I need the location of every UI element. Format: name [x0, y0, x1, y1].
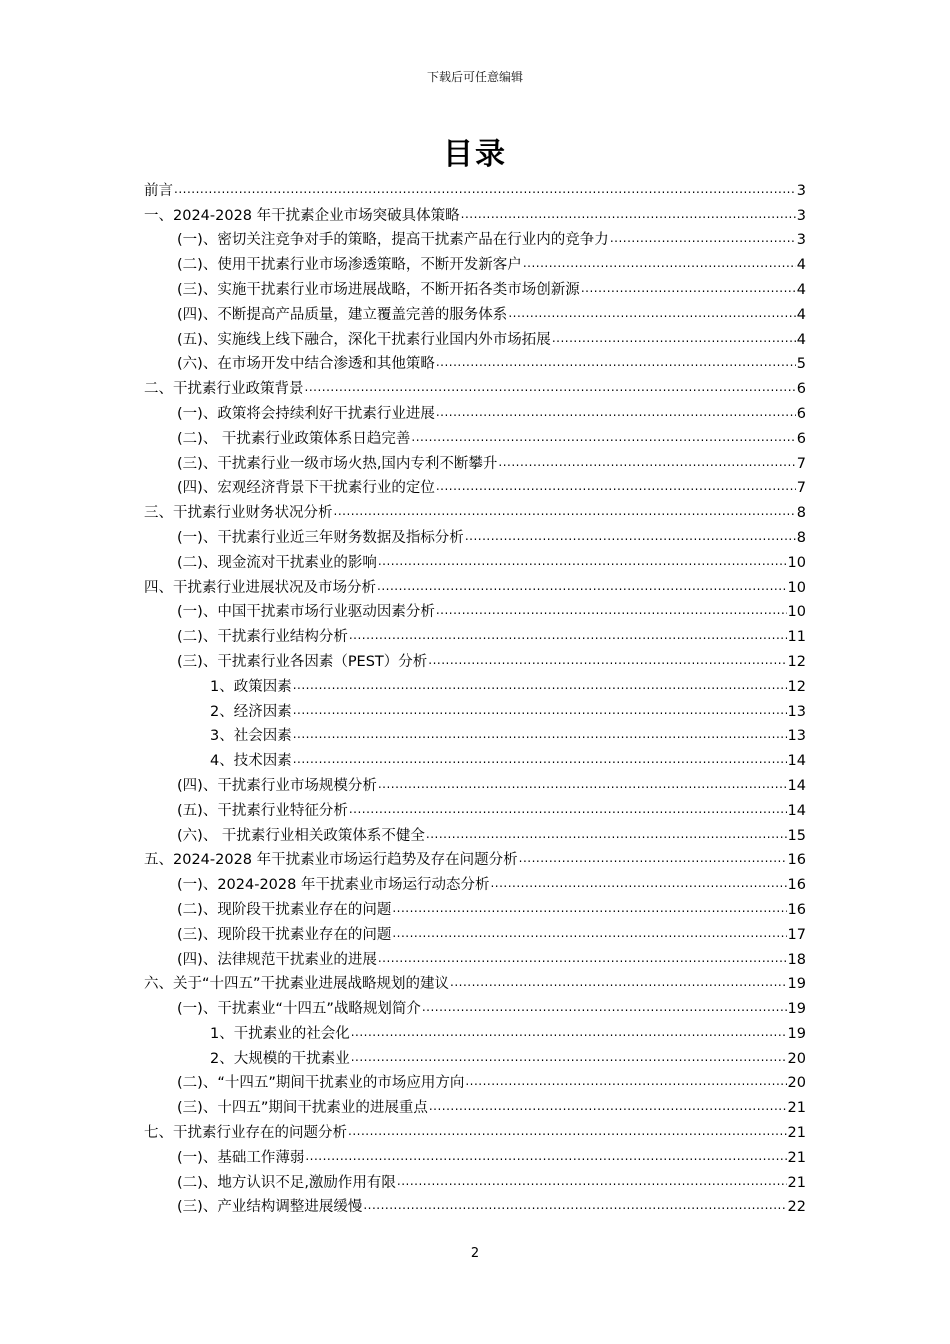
- toc-entry-title: (三)、干扰素行业一级市场火热,国内专利不断攀升: [177, 455, 498, 472]
- dot-leader: [429, 1097, 787, 1115]
- toc-entry-title: 四、干扰素行业进展状况及市场分析: [144, 579, 376, 596]
- dot-leader: [351, 1048, 787, 1066]
- toc-entry[interactable]: [144, 175, 806, 200]
- toc-entry-page: 10: [787, 579, 806, 596]
- dot-leader: [465, 1072, 786, 1090]
- toc-entry-page: 16: [787, 877, 806, 894]
- toc-entry[interactable]: [144, 969, 806, 994]
- toc-entry-title: (二)、 干扰素行业政策体系日趋完善: [177, 430, 411, 447]
- toc-entry-title: 2、大规模的干扰素业: [210, 1050, 350, 1067]
- toc-entry-title: (三)、产业结构调整进展缓慢: [177, 1199, 363, 1216]
- toc-entry-page: 19: [787, 1001, 806, 1018]
- toc-entry[interactable]: [144, 299, 806, 324]
- toc-entry-title: 一、2024-2028 年干扰素企业市场突破具体策略: [144, 207, 460, 224]
- toc-entry[interactable]: [144, 1092, 806, 1117]
- toc-entry-title: 七、干扰素行业存在的问题分析: [144, 1125, 347, 1142]
- toc-entry-page: 15: [787, 827, 806, 844]
- toc-entry-page: 13: [787, 703, 806, 720]
- toc-entry-page: 4: [796, 281, 806, 298]
- toc-entry-page: 4: [796, 331, 806, 348]
- toc-entry-page: 14: [787, 802, 806, 819]
- toc-entry[interactable]: [144, 671, 806, 696]
- toc-entry-title: 二、干扰素行业政策背景: [144, 381, 304, 398]
- toc-entry[interactable]: [144, 845, 806, 870]
- toc-entry[interactable]: [144, 497, 806, 522]
- toc-entry[interactable]: [144, 770, 806, 795]
- toc-entry-page: 4: [796, 257, 806, 274]
- toc-entry[interactable]: [144, 1167, 806, 1192]
- toc-entry-page: 3: [796, 232, 806, 249]
- dot-leader: [334, 502, 796, 520]
- toc-entry[interactable]: [144, 522, 806, 547]
- toc-entry-page: 6: [796, 405, 806, 422]
- dot-leader: [426, 825, 787, 843]
- toc-entry-title: (五)、干扰素行业特征分析: [177, 802, 348, 819]
- toc-entry-title: 3、社会因素: [210, 728, 292, 745]
- toc-entry-page: 16: [787, 852, 806, 869]
- dot-leader: [523, 254, 796, 272]
- dot-leader: [411, 428, 795, 446]
- toc-entry-title: (四)、法律规范干扰素业的进展: [177, 951, 377, 968]
- table-of-contents: [144, 175, 806, 1216]
- toc-entry-title: (一)、2024-2028 年干扰素业市场运行动态分析: [177, 877, 490, 894]
- toc-entry-page: 14: [787, 777, 806, 794]
- toc-entry-page: 16: [787, 901, 806, 918]
- toc-entry[interactable]: [144, 869, 806, 894]
- dot-leader: [581, 279, 796, 297]
- toc-entry[interactable]: [144, 423, 806, 448]
- toc-entry[interactable]: [144, 1068, 806, 1093]
- toc-entry-title: (一)、密切关注竞争对手的策略，提高干扰素产品在行业内的竞争力: [177, 232, 609, 249]
- toc-entry-page: 4: [796, 306, 806, 323]
- toc-entry-title: (四)、干扰素行业市场规模分析: [177, 777, 377, 794]
- dot-leader: [378, 949, 787, 967]
- dot-leader: [293, 701, 787, 719]
- toc-entry-title: (三)、十四五”期间干扰素业的进展重点: [177, 1100, 428, 1117]
- toc-entry-page: 8: [796, 505, 806, 522]
- toc-entry[interactable]: [144, 1043, 806, 1068]
- toc-entry-title: (二)、现金流对干扰素业的影响: [177, 554, 377, 571]
- toc-entry-title: 1、干扰素业的社会化: [210, 1025, 350, 1042]
- toc-entry[interactable]: [144, 547, 806, 572]
- toc-entry-page: 21: [787, 1100, 806, 1117]
- toc-entry[interactable]: [144, 1018, 806, 1043]
- dot-leader: [397, 1172, 787, 1190]
- toc-entry[interactable]: [144, 993, 806, 1018]
- dot-leader: [377, 577, 787, 595]
- toc-entry-page: 10: [787, 604, 806, 621]
- toc-entry-page: 7: [796, 480, 806, 497]
- toc-entry[interactable]: [144, 225, 806, 250]
- toc-entry[interactable]: [144, 696, 806, 721]
- toc-entry[interactable]: [144, 820, 806, 845]
- toc-entry-title: (一)、中国干扰素市场行业驱动因素分析: [177, 604, 435, 621]
- dot-leader: [508, 304, 795, 322]
- toc-entry-title: 五、2024-2028 年干扰素业市场运行趋势及存在问题分析: [144, 852, 518, 869]
- toc-entry-page: 12: [787, 678, 806, 695]
- toc-entry-title: 三、干扰素行业财务状况分析: [144, 505, 333, 522]
- toc-entry[interactable]: [144, 1142, 806, 1167]
- toc-entry-page: 17: [787, 926, 806, 943]
- dot-leader: [305, 378, 796, 396]
- toc-entry[interactable]: [144, 448, 806, 473]
- toc-entry[interactable]: [144, 398, 806, 423]
- dot-leader: [293, 750, 787, 768]
- toc-entry-page: 18: [787, 951, 806, 968]
- toc-entry-title: (四)、不断提高产品质量，建立覆盖完善的服务体系: [177, 306, 508, 323]
- dot-leader: [519, 849, 787, 867]
- toc-entry-page: 3: [796, 182, 806, 199]
- dot-leader: [378, 775, 787, 793]
- dot-leader: [305, 1147, 786, 1165]
- dot-leader: [293, 725, 787, 743]
- toc-entry[interactable]: [144, 373, 806, 398]
- toc-entry-title: (一)、干扰素行业近三年财务数据及指标分析: [177, 529, 464, 546]
- dot-leader: [363, 1196, 786, 1214]
- toc-entry-title: (一)、基础工作薄弱: [177, 1149, 305, 1166]
- toc-entry[interactable]: [144, 1117, 806, 1142]
- toc-entry[interactable]: [144, 646, 806, 671]
- dot-leader: [392, 899, 786, 917]
- dot-leader: [293, 676, 787, 694]
- toc-entry-page: 19: [787, 1025, 806, 1042]
- dot-leader: [392, 924, 786, 942]
- toc-entry-title: (一)、政策将会持续利好干扰素行业进展: [177, 405, 435, 422]
- toc-entry-title: (二)、地方认识不足,激励作用有限: [177, 1174, 396, 1191]
- toc-entry-page: 21: [787, 1174, 806, 1191]
- dot-leader: [450, 973, 787, 991]
- toc-entry-page: 10: [787, 554, 806, 571]
- dot-leader: [610, 229, 796, 247]
- toc-entry-title: (二)、干扰素行业结构分析: [177, 629, 348, 646]
- toc-entry[interactable]: [144, 944, 806, 969]
- toc-entry[interactable]: [144, 349, 806, 374]
- dot-leader: [436, 353, 796, 371]
- dot-leader: [174, 180, 796, 198]
- toc-entry[interactable]: [144, 621, 806, 646]
- toc-entry-title: (二)、使用干扰素行业市场渗透策略，不断开发新客户: [177, 257, 522, 274]
- toc-entry-page: 20: [787, 1050, 806, 1067]
- toc-entry[interactable]: [144, 324, 806, 349]
- toc-entry[interactable]: [144, 795, 806, 820]
- toc-entry-page: 21: [787, 1125, 806, 1142]
- toc-entry-page: 6: [796, 430, 806, 447]
- dot-leader: [436, 477, 796, 495]
- toc-entry-title: (二)、“十四五”期间干扰素业的市场应用方向: [177, 1075, 465, 1092]
- toc-entry-page: 12: [787, 653, 806, 670]
- toc-entry-title: (六)、 干扰素行业相关政策体系不健全: [177, 827, 425, 844]
- toc-entry[interactable]: [144, 894, 806, 919]
- toc-entry-title: 2、经济因素: [210, 703, 292, 720]
- toc-entry[interactable]: [144, 572, 806, 597]
- dot-leader: [428, 651, 786, 669]
- dot-leader: [461, 205, 796, 223]
- dot-leader: [552, 329, 796, 347]
- toc-entry[interactable]: [144, 1192, 806, 1217]
- dot-leader: [490, 874, 786, 892]
- dot-leader: [348, 1122, 787, 1140]
- dot-leader: [436, 601, 787, 619]
- toc-entry-page: 3: [796, 207, 806, 224]
- dot-leader: [422, 998, 787, 1016]
- toc-entry-title: 4、技术因素: [210, 753, 292, 770]
- dot-leader: [498, 453, 795, 471]
- toc-entry-title: (三)、现阶段干扰素业存在的问题: [177, 926, 392, 943]
- toc-entry-page: 7: [796, 455, 806, 472]
- toc-entry[interactable]: [144, 721, 806, 746]
- toc-entry-title: 六、关于“十四五”干扰素业进展战略规划的建议: [144, 976, 450, 993]
- toc-entry-page: 8: [796, 529, 806, 546]
- dot-leader: [349, 800, 787, 818]
- page-header: 下载后可任意编辑: [426, 70, 523, 84]
- dot-leader: [351, 1023, 787, 1041]
- dot-leader: [378, 552, 787, 570]
- toc-title: 目录: [443, 137, 507, 172]
- toc-entry-title: (二)、现阶段干扰素业存在的问题: [177, 901, 392, 918]
- toc-entry-page: 22: [787, 1199, 806, 1216]
- toc-entry-title: (四)、宏观经济背景下干扰素行业的定位: [177, 480, 435, 497]
- toc-entry-title: 1、政策因素: [210, 678, 292, 695]
- toc-entry-page: 13: [787, 728, 806, 745]
- dot-leader: [349, 626, 787, 644]
- toc-entry-title: 前言: [144, 182, 173, 199]
- toc-entry-title: (三)、干扰素行业各因素（PEST）分析: [177, 653, 428, 670]
- toc-entry-page: 19: [787, 976, 806, 993]
- toc-entry-title: (六)、在市场开发中结合渗透和其他策略: [177, 356, 435, 373]
- toc-entry[interactable]: [144, 473, 806, 498]
- dot-leader: [436, 403, 796, 421]
- page-number: 2: [470, 1246, 480, 1261]
- toc-entry-title: (五)、实施线上线下融合，深化干扰素行业国内外市场拓展: [177, 331, 551, 348]
- toc-entry[interactable]: [144, 249, 806, 274]
- toc-entry-page: 5: [796, 356, 806, 373]
- toc-entry-title: (三)、实施干扰素行业市场进展战略，不断开拓各类市场创新源: [177, 281, 580, 298]
- toc-entry-page: 11: [787, 629, 806, 646]
- toc-entry-page: 6: [796, 381, 806, 398]
- toc-entry[interactable]: [144, 200, 806, 225]
- toc-entry[interactable]: [144, 274, 806, 299]
- toc-entry[interactable]: [144, 597, 806, 622]
- toc-entry[interactable]: [144, 919, 806, 944]
- toc-entry-page: 21: [787, 1149, 806, 1166]
- dot-leader: [465, 527, 796, 545]
- toc-entry-title: (一)、干扰素业“十四五”战略规划简介: [177, 1001, 421, 1018]
- toc-entry-page: 14: [787, 753, 806, 770]
- toc-entry-page: 20: [787, 1075, 806, 1092]
- toc-entry[interactable]: [144, 745, 806, 770]
